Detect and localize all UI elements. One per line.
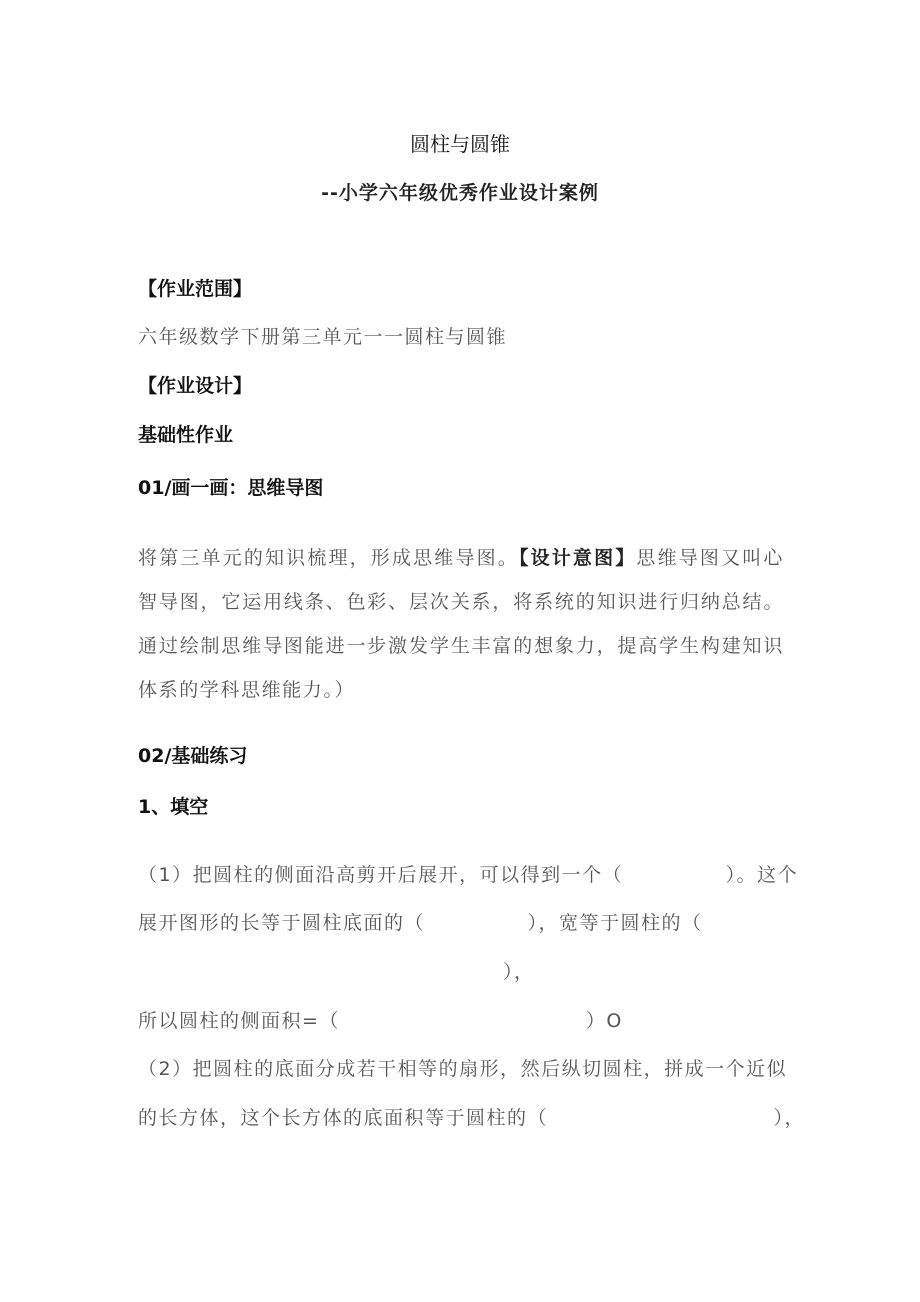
q1-line-2: 展开图形的长等于圆柱底面的（ ），宽等于圆柱的（	[138, 912, 703, 934]
doc-title: 圆柱与圆锥	[410, 132, 510, 156]
task1-para-intro: 将第三单元的知识梳理，形成思维导图。	[138, 547, 519, 569]
scope-heading: 【作业范围】	[138, 278, 253, 300]
q2-line-2: 的长方体，这个长方体的底面积等于圆柱的（ ），	[138, 1107, 806, 1129]
fill-blank-heading: 1、填空	[138, 796, 209, 818]
q1-line-4: 所以圆柱的侧面积=（ ）O	[138, 1010, 623, 1032]
design-heading: 【作业设计】	[138, 375, 253, 397]
doc-subtitle: --小学六年级优秀作业设计案例	[321, 182, 599, 204]
task1-paragraph	[138, 536, 784, 712]
basic-homework-heading: 基础性作业	[138, 424, 234, 446]
q1-line-1: （1）把圆柱的侧面沿高剪开后展开，可以得到一个（ ）。这个	[138, 864, 799, 886]
task1-heading: 01/画一画：思维导图	[138, 477, 324, 499]
design-intent-label: 【设计意图】	[518, 547, 637, 569]
task1-para-body: 思维导图又叫心智导图，它运用线条、色彩、层次关系，将系统的知识进行归纳总结。通过绘制思维导图能进一步激发学生丰富的想象力，提高学生构建知识体系的学科思维能力。）	[138, 547, 784, 701]
task2-heading: 02/基础练习	[138, 745, 248, 767]
scope-text: 六年级数学下册第三单元一一圆柱与圆锥	[138, 326, 508, 348]
q2-line-1: （2）把圆柱的底面分成若干相等的扇形，然后纵切圆柱，拼成一个近似	[138, 1058, 788, 1080]
q1-line-3: ），	[503, 961, 535, 983]
